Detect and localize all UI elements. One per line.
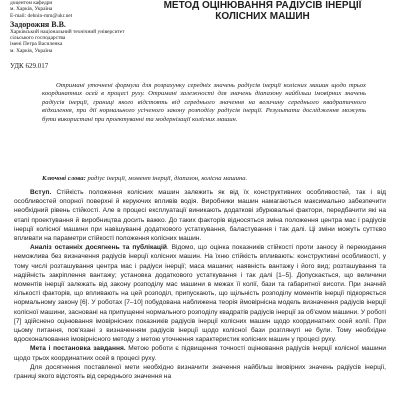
section-goal-continued: Для досягнення поставленої мети необхідно визначити значення найбільш імовірних значень радіусів інерції, границі якого відстоять від середнього значення на xyxy=(14,363,386,381)
author-name: Задорожня В.В. xyxy=(10,19,66,29)
author-affiliation-2: сільського господарства xyxy=(10,35,66,42)
keywords-label: Ключові слова: xyxy=(42,175,86,182)
section-goal xyxy=(14,344,386,362)
section-analysis-heading: Аналіз останніх досягнень та публікацій xyxy=(30,244,167,252)
section-goal-heading: Мета і постановка завдання. xyxy=(30,345,126,353)
section-introduction xyxy=(14,188,386,243)
section-introduction-text: Стійкість положення колісних машин залежить як від їх конструктивних особливостей, так і від особливостей опорної поверхні й керуючих впливів водія. Виробники машин намагаються максимально забезпечити необхідний рівень стійкості. Але в процесі експлуатації виникають додаткові збурювальні фактори, передбачити які на етапі проектування й виробництва досить важко. До таких факторів відносяться зміна положення центра мас і радіусів інерції колісної машини при навішуванні додаткового устаткування, баластування і так далі. Ці зміни можуть суттєво впливати на параметри стійкості положення колісних машин. xyxy=(14,189,386,243)
section-goal-text: Метою роботи є підвищення точності оцінювання радіусів інерції колісної машини щодо трьох координатних осей в процесі руху. xyxy=(14,345,386,362)
author-affiliation-1: Харківський національний технічний університет xyxy=(10,28,125,35)
author-block xyxy=(10,0,160,54)
paper-title: МЕТОД ОЦІНЮВАННЯ РАДІУСІВ ІНЕРЦІЇ КОЛІСНИХ МАШИН xyxy=(163,0,362,22)
keywords xyxy=(42,175,366,183)
abstract: Отримані уточнені формули для розрахунку середніх значень радіусів інерції колісних машин щодо трьох координатних осей в процесі руху. Отримані залежності для значень діапазону найбільш імовірних значень радіусів інерції, границі якого відстоять від середнього значення на величину середнього квадратичного відхилення, при дії нормального усіченого закону розподілу радіусів інерції. Результати дослідження можуть бути використані при проектуванні та модернізації колісних машин. xyxy=(42,82,366,123)
section-analysis-text: Відомо, що оцінка показників стійкості проти заносу й перекидання неможлива без визначення радіусів інерції колісних машин. На їхню стійкість впливають: конструктивні особливості, у тому числі розташування центра мас і радіуси інерції; маса машини; наявність вантажу і його вид; розташування та надійність закріплення вантажу; установка додаткового устаткування і так далі [1–5]. Допускається, що величини моментів інерції залежать від закону розподілу мас машини в межах її колії, бази та габаритної висоти. При значній кількості факторів, що впливають на цей розподіл, припускають, що щільність розподілу моментів інерції підкоряється нормальному закону [6]. У роботах [7–10] побудована наближена теорія ймовірнісна модель визначення радіусів інерції колісної машини, засновані на припущенні нормального розподілу квадратів радіусів інерції за об'ємом машини. У роботі [7] здійснено оцінювання імовірнісних показників радіусів інерції колісних машин щодо координатних осей колії. При цьому питання, пов'язані з визначенням радіусів інерції щодо колісної бази розглянуті не були. Тому необхідне вдосконалювання імовірнісного методу з метою уточнення характеристик колісних машин у процесі руху. xyxy=(14,244,386,344)
keywords-text: радіус інерції, момент інерції, діапазон, колісна машина. xyxy=(87,175,248,182)
section-analysis: Аналіз останніх досягнень та публікацій. Відомо, що оцінка показників стійкості проти заносу й перекидання неможлива без визначення радіусів інерції колісних машин. На їхню стійкість впливають: конструктивні особливості, у тому числі розташування центра мас і радіуси інерції; маса машини; наявність вантажу і його вид; розташування та надійність закріплення вантажу; установка додаткового устаткування і так далі [1–5]. Допускається, що величини моментів інерції залежать від закону розподілу мас машини в межах її колії, бази та габаритної висоти. При значній кількості факторів, що впливають на цей розподіл, припускають, що щільність розподілу моментів інерції підкоряється нормальному закону [6]. У роботах [7–10] побудована наближена теорія ймовірнісна модель визначення радіусів інерції колісної машини, засновані на припущенні нормального розподілу квадратів радіусів інерції за об'ємом машини. У роботі [7] здійснено оцінювання імовірнісних показників радіусів інерції колісних машин щодо координатних осей колії. При цьому питання, пов'язані з визначенням радіусів інерції щодо колісної бази розглянуті не були. Тому необхідне вдосконалювання імовірнісного методу з метою уточнення характеристик колісних машин у процесі руху. xyxy=(14,244,386,344)
author-city: м. Харків, Україна xyxy=(10,6,53,13)
author-position: доцентом кафедри xyxy=(10,0,53,6)
author-affiliation-3: імені Петра Василенка xyxy=(10,41,63,48)
author-affiliation-4: м. Харків, Україна xyxy=(10,47,53,54)
body-text xyxy=(14,188,386,381)
author-email[interactable]: E-mail: dehnin-mm@ukr.net xyxy=(10,12,73,19)
udc-code: УДК 629.017 xyxy=(10,62,49,70)
section-introduction-heading: Вступ. xyxy=(30,189,52,196)
